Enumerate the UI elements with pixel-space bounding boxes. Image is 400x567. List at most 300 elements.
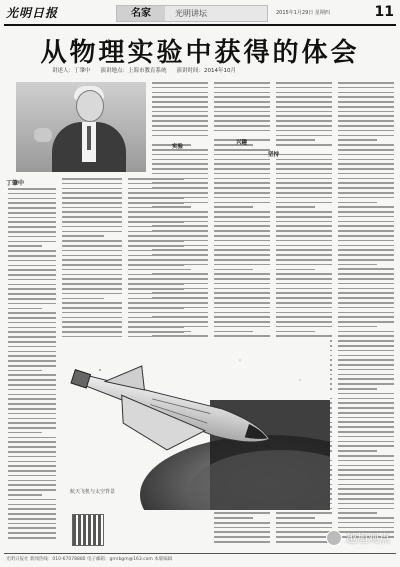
text-line [62, 235, 104, 237]
text-line [128, 240, 184, 242]
text-line [128, 283, 184, 285]
text-line [276, 202, 332, 204]
text-line [276, 264, 332, 266]
text-line [8, 532, 56, 534]
text-line [128, 245, 184, 247]
text-line [276, 527, 332, 529]
text-line [276, 154, 332, 156]
text-column-b2 [128, 178, 184, 341]
shuttle-caption: 航天飞机与太空背景 [70, 489, 116, 495]
text-line [128, 197, 184, 199]
text-line [8, 221, 56, 223]
portrait-photo [16, 82, 146, 172]
text-line [8, 317, 56, 319]
text-line [214, 302, 270, 304]
text-line [152, 163, 208, 165]
byline-time: 演讲时间：2014年10月 [176, 68, 237, 74]
text-line [214, 288, 270, 290]
text-line [152, 96, 208, 98]
text-line [8, 279, 56, 281]
text-line [338, 254, 394, 256]
text-line [276, 216, 332, 218]
text-line [62, 269, 122, 271]
text-line [152, 92, 208, 94]
text-line [8, 212, 56, 214]
text-line [338, 87, 394, 89]
text-line [338, 197, 394, 199]
text-line [338, 168, 394, 170]
text-line [214, 101, 270, 103]
text-line [338, 369, 394, 371]
text-line [214, 82, 270, 84]
text-line [214, 249, 270, 251]
text-line [338, 345, 394, 347]
text-line [8, 217, 56, 219]
text-line [338, 273, 394, 275]
text-line [338, 436, 394, 438]
text-line [128, 302, 184, 304]
text-line [338, 111, 394, 113]
text-line [128, 278, 184, 280]
text-line [338, 125, 394, 127]
text-line [338, 302, 394, 304]
text-line [8, 422, 56, 424]
text-line [338, 417, 394, 419]
text-line [8, 523, 56, 525]
text-line [276, 178, 332, 180]
text-line [276, 292, 332, 294]
text-line [214, 149, 270, 151]
text-line [214, 92, 270, 94]
text-line [214, 240, 270, 242]
portrait-hand [34, 128, 52, 142]
text-line [8, 255, 56, 257]
text-line [276, 139, 315, 141]
text-line [338, 225, 394, 227]
text-line [62, 331, 122, 333]
text-line [8, 379, 56, 381]
newspaper-logo: 光明日报 [6, 6, 59, 20]
text-line [276, 87, 332, 89]
text-line [338, 259, 394, 261]
text-line [62, 207, 122, 209]
text-line [276, 249, 332, 251]
text-line [8, 312, 56, 314]
text-line [276, 273, 332, 275]
text-line [62, 288, 122, 290]
text-line [8, 198, 56, 200]
text-line [214, 283, 270, 285]
text-line [8, 308, 42, 310]
text-line [214, 182, 270, 184]
text-line [214, 87, 270, 89]
text-line [214, 130, 270, 132]
text-line [214, 120, 270, 122]
text-line [276, 531, 332, 533]
text-line [214, 527, 270, 529]
text-line [338, 312, 394, 314]
text-line [214, 541, 270, 543]
text-line [62, 293, 122, 295]
text-line [338, 182, 394, 184]
text-line [276, 245, 332, 247]
text-line [8, 518, 56, 520]
text-line [276, 221, 332, 223]
text-line [214, 206, 253, 208]
watermark-text: 越旭观点 [346, 532, 390, 545]
text-line [8, 403, 56, 405]
text-column-a [8, 188, 56, 542]
text-line [8, 260, 56, 262]
text-column-f [338, 82, 394, 541]
text-line [152, 159, 208, 161]
text-line [338, 292, 394, 294]
text-line [338, 469, 394, 471]
text-line [276, 225, 332, 227]
text-line [276, 197, 332, 199]
text-line [214, 230, 270, 232]
text-line [152, 173, 208, 175]
text-line [214, 259, 270, 261]
text-line [128, 274, 184, 276]
text-line [338, 216, 394, 218]
text-line [338, 115, 394, 117]
text-line [62, 317, 122, 319]
text-line [62, 255, 122, 257]
text-line [8, 432, 42, 434]
text-line [338, 96, 394, 98]
text-line [338, 240, 394, 242]
text-line [214, 202, 270, 204]
masthead [6, 4, 394, 22]
text-line [128, 207, 184, 209]
text-line [62, 183, 122, 185]
text-line [276, 125, 332, 127]
text-line [338, 355, 394, 357]
text-line [128, 307, 184, 309]
text-line [276, 168, 332, 170]
text-line [8, 360, 56, 362]
text-line [62, 221, 122, 223]
footer-text: 光明日报社 新闻热线：010-67078880 电子邮箱：gmrbgm@163.com 本版编辑 [6, 557, 173, 562]
text-line [276, 130, 332, 132]
text-line [338, 230, 394, 232]
text-line [338, 264, 377, 266]
text-line [276, 82, 332, 84]
text-line [338, 202, 377, 204]
text-line [8, 484, 56, 486]
text-line [214, 197, 270, 199]
text-line [338, 450, 377, 452]
text-line [338, 82, 394, 84]
text-line [276, 230, 332, 232]
text-line [214, 264, 270, 266]
text-line [338, 211, 394, 213]
text-line [214, 115, 270, 117]
text-line [62, 178, 122, 180]
text-line [214, 159, 270, 161]
watermark-icon [326, 530, 342, 546]
text-line [128, 312, 184, 314]
text-line [276, 254, 332, 256]
text-line [214, 517, 253, 519]
text-line [8, 298, 56, 300]
text-line [62, 197, 122, 199]
article-headline: 从物理实验中获得的体会 [40, 38, 360, 68]
text-line [8, 269, 56, 271]
text-line [276, 283, 332, 285]
text-line [8, 370, 42, 372]
text-line [62, 283, 122, 285]
text-line [128, 264, 184, 266]
text-line [8, 475, 56, 477]
text-line [338, 245, 394, 247]
text-line [338, 441, 394, 443]
text-line [62, 298, 104, 300]
text-line [338, 321, 394, 323]
text-line [338, 120, 394, 122]
text-line [276, 144, 332, 146]
text-line [338, 479, 394, 481]
text-line [62, 240, 122, 242]
text-line [8, 336, 56, 338]
sidebar-name: 丁肇中 [6, 180, 25, 187]
text-line [276, 163, 332, 165]
text-line [152, 87, 208, 89]
text-line [276, 115, 332, 117]
text-line [276, 259, 332, 261]
text-line [62, 259, 122, 261]
text-line [8, 470, 56, 472]
text-line [338, 498, 394, 500]
text-line [8, 284, 56, 286]
text-line [338, 178, 394, 180]
text-line [338, 106, 394, 108]
text-line [338, 493, 394, 495]
text-line [338, 527, 394, 529]
text-line [8, 446, 56, 448]
text-line [338, 522, 394, 524]
page-number: 11 [374, 4, 394, 20]
text-line [8, 437, 56, 439]
text-line [338, 484, 394, 486]
text-line [338, 503, 394, 505]
text-line [338, 517, 394, 519]
text-line [276, 522, 332, 524]
space-shuttle-image [60, 340, 330, 510]
text-line [338, 393, 394, 395]
text-line [8, 193, 56, 195]
text-line [338, 455, 394, 457]
text-line [8, 245, 42, 247]
text-line [338, 465, 394, 467]
text-line [276, 192, 332, 194]
text-line [338, 398, 394, 400]
text-line [128, 226, 184, 228]
text-line [8, 303, 56, 305]
text-line [128, 235, 167, 237]
text-line [214, 331, 253, 333]
text-line [128, 250, 184, 252]
text-line [276, 96, 332, 98]
text-line [8, 398, 56, 400]
text-line [8, 351, 56, 353]
text-line [128, 298, 167, 300]
text-line [8, 394, 56, 396]
text-line [62, 274, 122, 276]
text-line [8, 327, 56, 329]
text-line [62, 312, 122, 314]
text-line [8, 527, 56, 529]
text-line [62, 307, 122, 309]
masthead-rule [4, 24, 396, 26]
text-line [8, 408, 56, 410]
text-line [62, 264, 122, 266]
text-line [214, 216, 270, 218]
text-line [8, 346, 56, 348]
text-line [152, 125, 208, 127]
text-line [276, 512, 332, 514]
text-line [128, 202, 184, 204]
text-line [128, 259, 184, 261]
text-line [214, 154, 270, 156]
text-line [338, 331, 394, 333]
text-line [8, 241, 56, 243]
text-line [338, 278, 394, 280]
text-line [128, 255, 184, 257]
text-line [338, 383, 394, 385]
text-line [8, 499, 56, 501]
text-line [276, 135, 332, 137]
text-line [214, 335, 270, 337]
text-line [214, 173, 270, 175]
text-line [338, 192, 394, 194]
text-line [214, 307, 270, 309]
text-line [338, 163, 394, 165]
text-line [128, 192, 184, 194]
text-line [338, 335, 394, 337]
text-line [8, 465, 56, 467]
text-line [214, 292, 270, 294]
text-line [338, 402, 394, 404]
text-line [214, 321, 270, 323]
text-line [8, 508, 56, 510]
text-line [62, 216, 122, 218]
text-line [276, 235, 332, 237]
space-shuttle-svg [60, 340, 330, 510]
text-line [214, 254, 270, 256]
text-line [338, 426, 394, 428]
text-line [62, 250, 122, 252]
text-line [276, 101, 332, 103]
text-line [338, 326, 377, 328]
issue-date: 2015年1月29日 星期四 [276, 10, 330, 16]
text-line [338, 508, 394, 510]
text-line [62, 231, 122, 233]
text-line [214, 96, 270, 98]
text-line [8, 427, 56, 429]
text-line [8, 418, 56, 420]
text-line [62, 211, 122, 213]
text-line [338, 364, 394, 366]
text-line [214, 125, 270, 127]
text-line [214, 522, 270, 524]
text-line [128, 211, 184, 213]
text-line [338, 407, 394, 409]
text-line [276, 106, 332, 108]
text-line [8, 331, 56, 333]
text-line [276, 517, 315, 519]
subhead-1: 实验 [172, 144, 184, 150]
text-line [8, 265, 56, 267]
text-line [128, 326, 184, 328]
text-line [128, 317, 184, 319]
text-line [8, 226, 56, 228]
text-line [62, 188, 122, 190]
text-line [128, 183, 184, 185]
text-line [128, 288, 184, 290]
text-line [128, 321, 184, 323]
text-line [8, 365, 56, 367]
text-line [338, 488, 394, 490]
text-line [276, 541, 332, 543]
text-line [276, 269, 315, 271]
text-line [152, 82, 208, 84]
text-line [8, 288, 56, 290]
text-line [214, 168, 270, 170]
text-line [8, 250, 56, 252]
text-line [338, 340, 394, 342]
text-line [338, 460, 394, 462]
text-line [214, 163, 270, 165]
text-line [128, 293, 184, 295]
text-line [338, 307, 394, 309]
text-line [338, 288, 394, 290]
text-line [8, 384, 56, 386]
text-line [214, 221, 270, 223]
text-line [152, 120, 208, 122]
text-line [8, 461, 56, 463]
text-line [338, 474, 394, 476]
text-line [8, 236, 56, 238]
qr-code [72, 514, 104, 546]
text-line [214, 144, 253, 146]
text-line [8, 494, 42, 496]
text-line [338, 130, 394, 132]
text-line [338, 235, 394, 237]
text-line [338, 378, 394, 380]
text-line [152, 130, 208, 132]
text-line [276, 92, 332, 94]
text-line [338, 249, 394, 251]
text-line [8, 441, 56, 443]
text-line [338, 154, 394, 156]
portrait-head [76, 90, 104, 122]
text-line [338, 221, 394, 223]
subhead-3: 坚持 [268, 152, 280, 158]
text-line [152, 111, 208, 113]
text-line [276, 288, 332, 290]
text-line [276, 316, 332, 318]
text-line [276, 211, 332, 213]
text-line [276, 302, 332, 304]
text-line [214, 269, 253, 271]
text-line [62, 302, 122, 304]
text-line [128, 336, 184, 338]
text-line [8, 293, 56, 295]
text-line [8, 207, 56, 209]
text-line [214, 111, 270, 113]
